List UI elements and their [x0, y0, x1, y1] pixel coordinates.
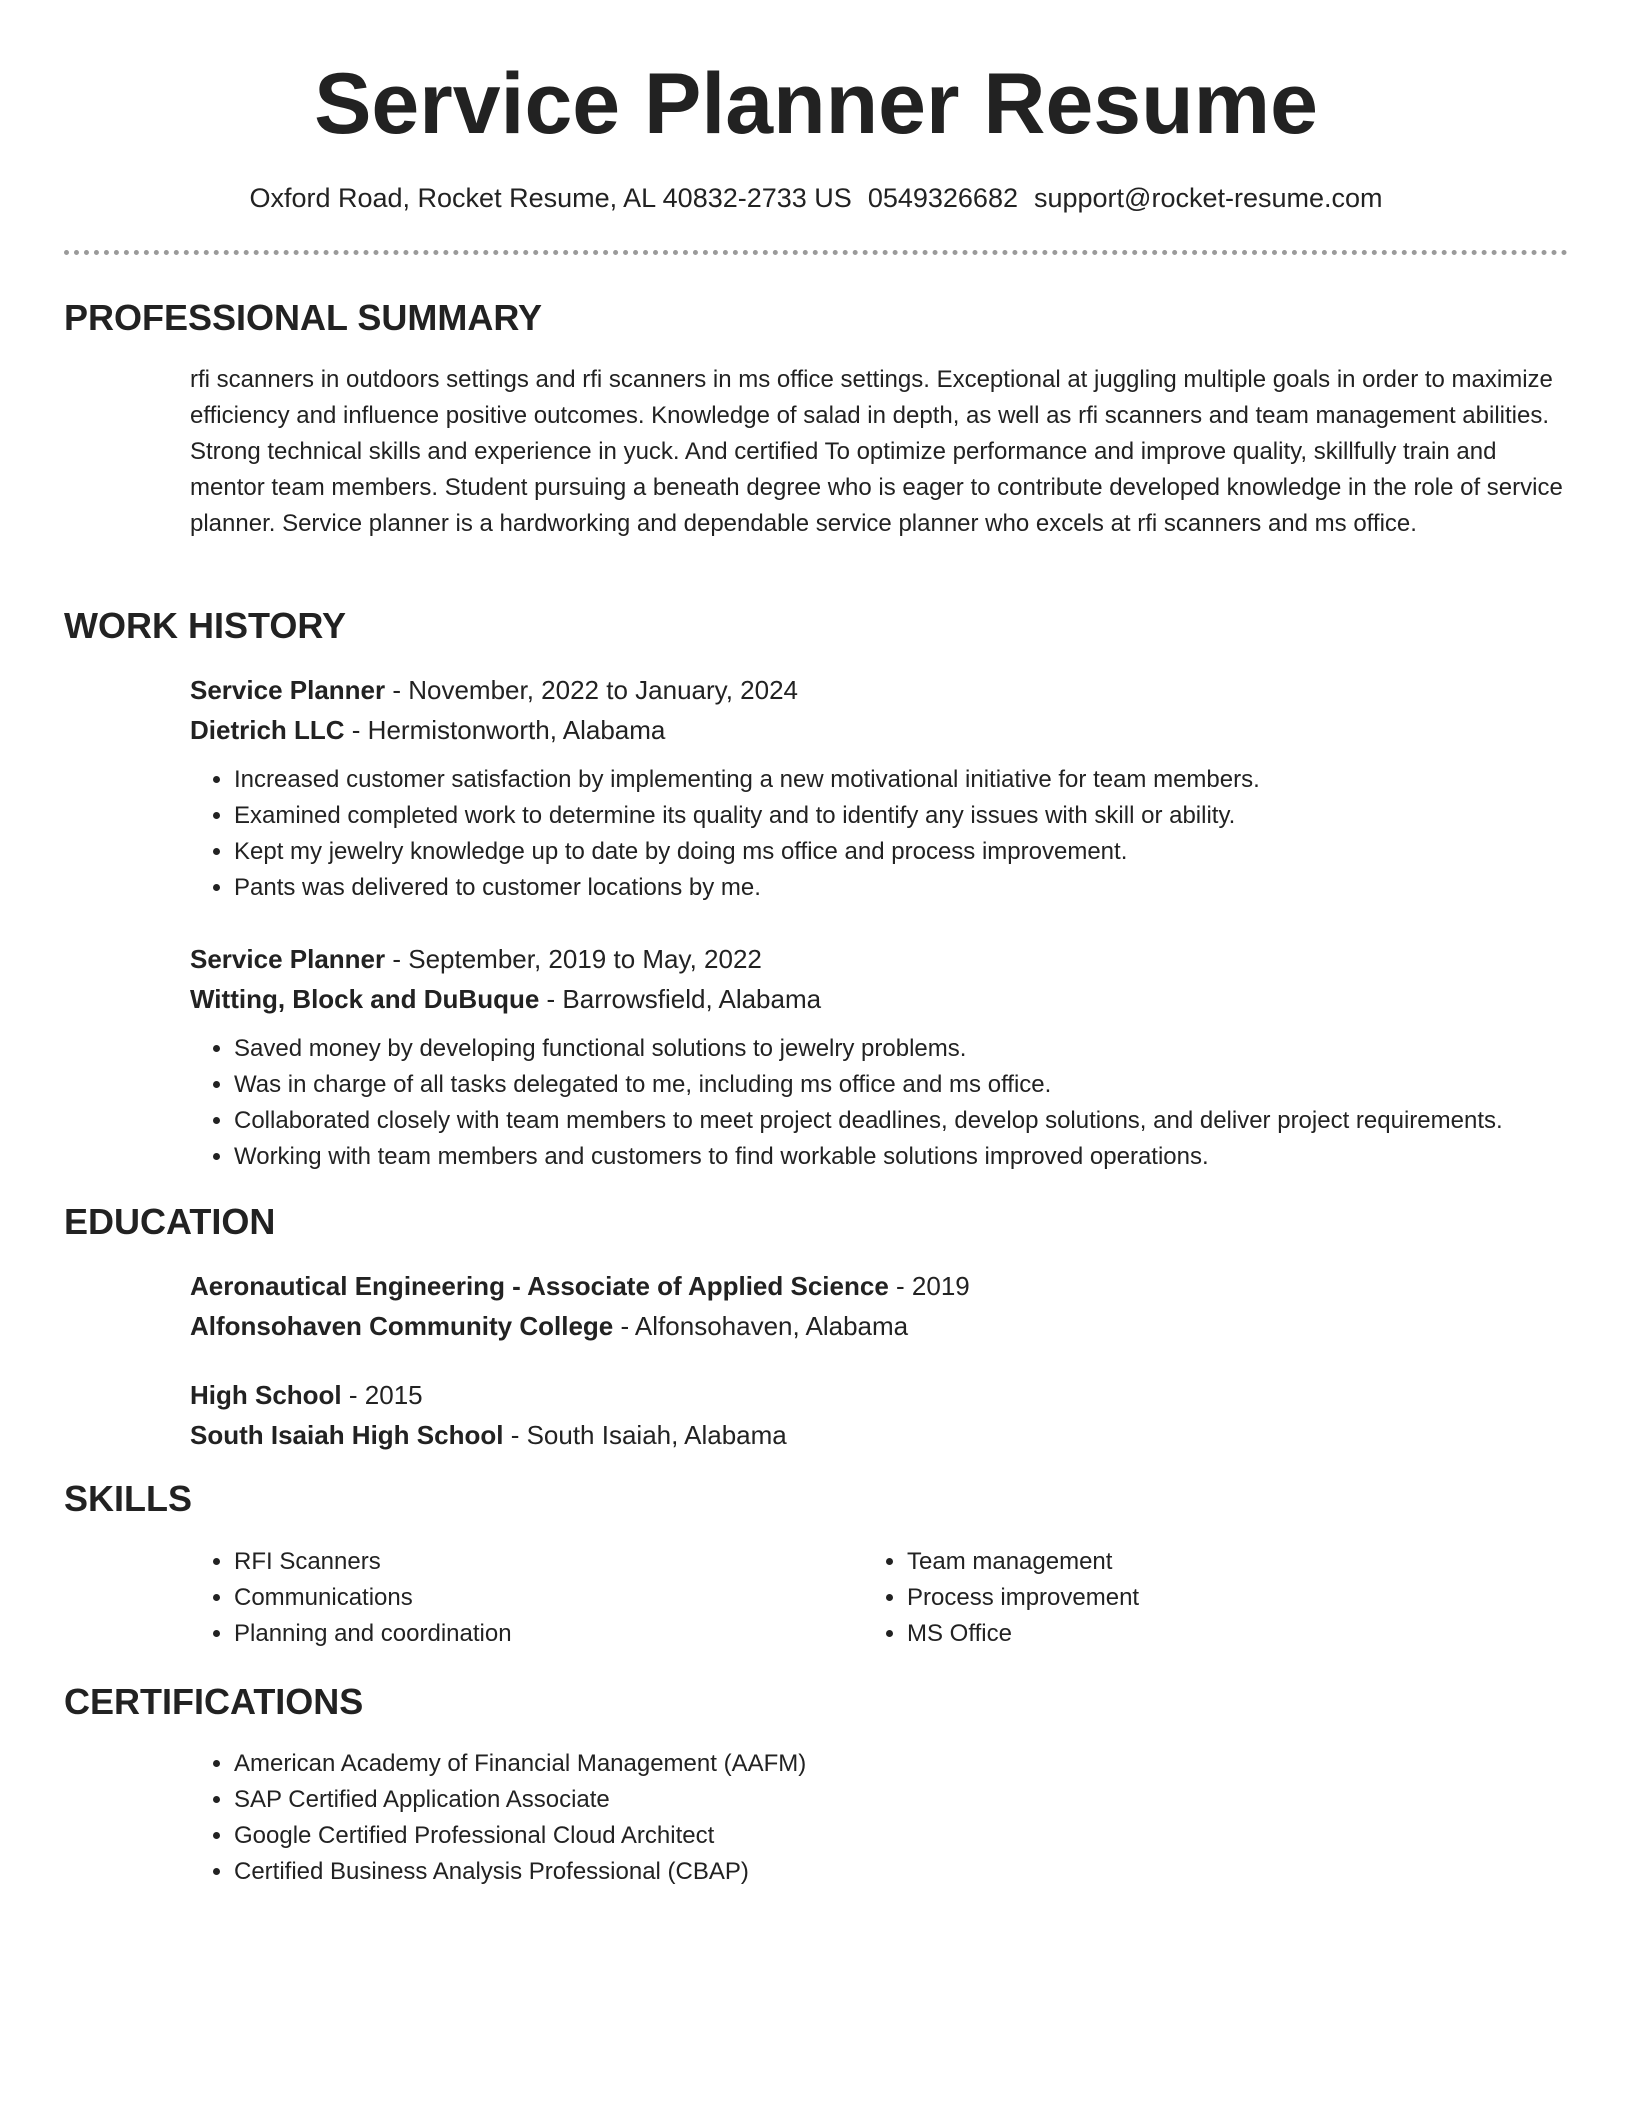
section-title-work-history: WORK HISTORY — [64, 605, 347, 646]
list-item: • MS Office — [907, 1616, 1463, 1652]
contact-line — [0, 180, 1632, 216]
job-company: Witting, Block and DuBuque — [190, 984, 540, 1014]
list-item: • Working with team members and customers to find workable solutions improved operations. — [234, 1139, 1570, 1175]
education-degree: High School — [190, 1380, 342, 1410]
job-entry — [190, 670, 1570, 906]
list-item: • Was in charge of all tasks delegated to me, including ms office and ms office. — [234, 1067, 1570, 1103]
list-item: • Planning and coordination — [234, 1616, 790, 1652]
contact-email: support@rocket-resume.com — [1033, 183, 1383, 213]
section-title-certifications: CERTIFICATIONS — [64, 1681, 364, 1722]
education-year: - 2019 — [888, 1271, 970, 1301]
list-item: • American Academy of Financial Management (AAFM) — [234, 1746, 1570, 1782]
education-location: - Alfonsohaven, Alabama — [613, 1311, 909, 1341]
summary-text: rfi scanners in outdoors settings and rfi scanners in ms office settings. Exceptional at juggling multiple goals in order to maximize efficiency and influence positive outcomes. Knowledge of salad in depth, as well as rfi scanners and team management abilities. Strong technical skills and experience in yuck. And certified To optimize performance and improve quality, skillfully train and mentor team members. Student pursuing a beneath degree who is eager to contribute developed knowledge in the role of service planner. Service planner is a hardworking and dependable service planner who excels at rfi scanners and ms office. — [190, 366, 1563, 537]
job-location: - Barrowsfield, Alabama — [539, 984, 822, 1014]
section-title-summary: PROFESSIONAL SUMMARY — [64, 297, 543, 338]
skills-column-right — [863, 1544, 1463, 1652]
job-location: - Hermistonworth, Alabama — [344, 715, 666, 745]
list-item: • Communications — [234, 1580, 790, 1616]
education-degree: Aeronautical Engineering - Associate of Applied Science — [190, 1271, 889, 1301]
section-title-skills: SKILLS — [64, 1478, 193, 1519]
job-dates: - November, 2022 to January, 2024 — [385, 675, 799, 705]
list-item: • Collaborated closely with team members to meet project deadlines, develop solutions, and deliver project requirements. — [234, 1103, 1570, 1139]
education-school-line — [190, 1306, 1570, 1346]
resume-title: Service Planner Resume — [314, 56, 1318, 152]
education-heading — [190, 1375, 1570, 1415]
header-divider — [64, 250, 1568, 255]
skills-column-left — [190, 1544, 790, 1652]
education-school-line — [190, 1415, 1570, 1455]
education-heading — [190, 1266, 1570, 1306]
education-year: - 2015 — [341, 1380, 423, 1410]
list-item: • Kept my jewelry knowledge up to date by doing ms office and process improvement. — [234, 834, 1570, 870]
education-location: - South Isaiah, Alabama — [503, 1420, 787, 1450]
certifications-block — [190, 1746, 1570, 1890]
contact-phone: 0549326682 — [867, 183, 1018, 213]
list-item: • Examined completed work to determine its quality and to identify any issues with skill or ability. — [234, 798, 1570, 834]
list-item: • Google Certified Professional Cloud Architect — [234, 1818, 1570, 1854]
list-item: • Team management — [907, 1544, 1463, 1580]
skills-list — [190, 1544, 790, 1652]
list-item: • RFI Scanners — [234, 1544, 790, 1580]
job-role: Service Planner — [190, 944, 386, 974]
job-bullets — [190, 762, 1570, 906]
list-item: • Pants was delivered to customer locations by me. — [234, 870, 1570, 906]
list-item: • Increased customer satisfaction by implementing a new motivational initiative for team members. — [234, 762, 1570, 798]
certifications-list — [190, 1746, 1570, 1890]
job-company-line — [190, 710, 1570, 750]
education-entry — [190, 1375, 1570, 1455]
contact-address: Oxford Road, Rocket Resume, AL 40832-2733 US — [249, 183, 852, 213]
education-entry — [190, 1266, 1570, 1346]
education-school: South Isaiah High School — [190, 1420, 504, 1450]
list-item: • Process improvement — [907, 1580, 1463, 1616]
section-title-education: EDUCATION — [64, 1201, 276, 1242]
job-heading — [190, 670, 1570, 710]
job-entry — [190, 939, 1570, 1175]
skills-list — [863, 1544, 1463, 1652]
job-dates: - September, 2019 to May, 2022 — [385, 944, 762, 974]
job-company-line — [190, 979, 1570, 1019]
job-bullets — [190, 1031, 1570, 1175]
summary-block — [190, 362, 1570, 542]
job-company: Dietrich LLC — [190, 715, 345, 745]
job-heading — [190, 939, 1570, 979]
education-school: Alfonsohaven Community College — [190, 1311, 614, 1341]
list-item: • Saved money by developing functional solutions to jewelry problems. — [234, 1031, 1570, 1067]
list-item: • SAP Certified Application Associate — [234, 1782, 1570, 1818]
list-item: • Certified Business Analysis Professional (CBAP) — [234, 1854, 1570, 1890]
job-role: Service Planner — [190, 675, 386, 705]
